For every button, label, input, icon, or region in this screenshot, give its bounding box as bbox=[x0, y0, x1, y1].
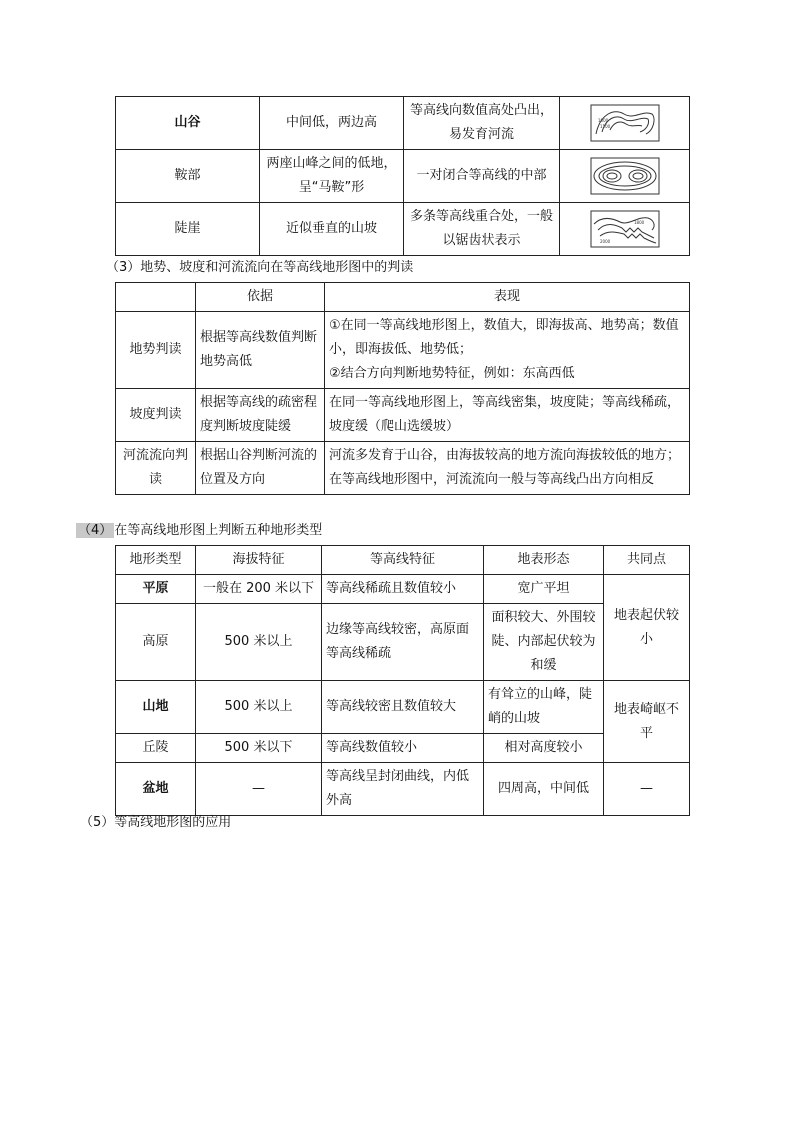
landform-table bbox=[115, 96, 690, 256]
type-altitude: 500 米以上 bbox=[196, 681, 322, 734]
terrain-reading-table bbox=[115, 282, 690, 495]
type-form: 宽广平坦 bbox=[484, 575, 604, 604]
section-4-heading bbox=[76, 521, 322, 541]
section-5-heading: （5）等高线地形图的应用 bbox=[80, 815, 232, 830]
table-row bbox=[116, 97, 690, 150]
type-name: 平原 bbox=[116, 575, 196, 604]
type-altitude: — bbox=[196, 763, 322, 816]
reading-basis: 根据山谷判断河流的位置及方向 bbox=[196, 442, 325, 495]
table-row bbox=[116, 312, 690, 389]
column-header: 依据 bbox=[196, 283, 325, 312]
type-common: 地表崎岖不平 bbox=[604, 681, 690, 763]
result-line: 在同一等高线地形图上，等高线密集，坡度陡；等高线稀疏，坡度缓（爬山选缓坡） bbox=[329, 395, 681, 434]
type-altitude: 一般在 200 米以下 bbox=[196, 575, 322, 604]
reading-basis: 根据等高线数值判断地势高低 bbox=[196, 312, 325, 389]
table-row bbox=[116, 203, 690, 256]
section-4-title: 在等高线地形图上判断五种地形类型 bbox=[114, 523, 323, 538]
landform-feature: 中间低，两边高 bbox=[260, 97, 404, 150]
valley-contour-icon bbox=[560, 97, 690, 150]
table-row bbox=[116, 575, 690, 604]
column-header: 共同点 bbox=[604, 546, 690, 575]
landform-name: 陡崖 bbox=[116, 203, 260, 256]
column-header: 表现 bbox=[325, 283, 690, 312]
table-row bbox=[116, 681, 690, 734]
contour-label: 2000 bbox=[599, 239, 610, 244]
type-name: 丘陵 bbox=[116, 734, 196, 763]
table-row bbox=[116, 150, 690, 203]
type-form: 相对高度较小 bbox=[484, 734, 604, 763]
column-header: 地形类型 bbox=[116, 546, 196, 575]
type-name: 山地 bbox=[116, 681, 196, 734]
contour-label: 1100 bbox=[599, 124, 610, 129]
type-form: 有耸立的山峰，陡峭的山坡 bbox=[484, 681, 604, 734]
table-header-row bbox=[116, 546, 690, 575]
landform-contour: 一对闭合等高线的中部 bbox=[404, 150, 560, 203]
type-common: 地表起伏较小 bbox=[604, 575, 690, 681]
type-contour: 边缘等高线较密，高原面等高线稀疏 bbox=[322, 604, 484, 681]
column-header: 地表形态 bbox=[484, 546, 604, 575]
table-row bbox=[116, 734, 690, 763]
landform-contour: 等高线向数值高处凸出，易发育河流 bbox=[404, 97, 560, 150]
reading-type: 地势判读 bbox=[116, 312, 196, 389]
reading-basis: 根据等高线的疏密程度判断坡度陡缓 bbox=[196, 389, 325, 442]
landform-name: 鞍部 bbox=[116, 150, 260, 203]
table-row bbox=[116, 389, 690, 442]
landform-contour: 多条等高线重合处，一般以锯齿状表示 bbox=[404, 203, 560, 256]
reading-result bbox=[325, 389, 690, 442]
table-row bbox=[116, 604, 690, 681]
result-line: ①在同一等高线地形图上，数值大，即海拔高、地势高；数值小，即海拔低、地势低； bbox=[329, 318, 679, 357]
table-header-row bbox=[116, 283, 690, 312]
type-contour: 等高线较密且数值较大 bbox=[322, 681, 484, 734]
table-row bbox=[116, 763, 690, 816]
reading-result bbox=[325, 442, 690, 495]
column-header: 海拔特征 bbox=[196, 546, 322, 575]
type-name: 盆地 bbox=[116, 763, 196, 816]
type-common: — bbox=[604, 763, 690, 816]
reading-type: 坡度判读 bbox=[116, 389, 196, 442]
type-contour: 等高线呈封闭曲线，内低外高 bbox=[322, 763, 484, 816]
landform-feature: 近似垂直的山坡 bbox=[260, 203, 404, 256]
reading-result bbox=[325, 312, 690, 389]
type-contour: 等高线稀疏且数值较小 bbox=[322, 575, 484, 604]
reading-type: 河流流向判读 bbox=[116, 442, 196, 495]
type-altitude: 500 米以上 bbox=[196, 604, 322, 681]
table-row bbox=[116, 442, 690, 495]
saddle-contour-icon bbox=[560, 150, 690, 203]
section-4-number: （4） bbox=[78, 523, 113, 538]
type-form: 面积较大、外围较陡、内部起伏较为和缓 bbox=[484, 604, 604, 681]
column-header bbox=[116, 283, 196, 312]
landform-types-table bbox=[115, 545, 690, 816]
landform-name: 山谷 bbox=[116, 97, 260, 150]
result-line: ②结合方向判断地势特征，例如：东高西低 bbox=[329, 366, 575, 381]
cliff-contour-icon bbox=[560, 203, 690, 256]
type-name: 高原 bbox=[116, 604, 196, 681]
contour-label: 1000 bbox=[597, 118, 608, 123]
section-3-heading: （3）地势、坡度和河流流向在等高线地形图中的判读 bbox=[106, 260, 414, 275]
column-header: 等高线特征 bbox=[322, 546, 484, 575]
type-form: 四周高，中间低 bbox=[484, 763, 604, 816]
landform-feature: 两座山峰之间的低地，呈“马鞍”形 bbox=[260, 150, 404, 203]
type-contour: 等高线数值较小 bbox=[322, 734, 484, 763]
result-line: 河流多发育于山谷，由海拔较高的地方流向海拔较低的地方；在等高线地形图中，河流流向一般与等高线凸出方向相反 bbox=[329, 448, 681, 487]
type-altitude: 500 米以下 bbox=[196, 734, 322, 763]
contour-label: 1800 bbox=[633, 220, 644, 225]
